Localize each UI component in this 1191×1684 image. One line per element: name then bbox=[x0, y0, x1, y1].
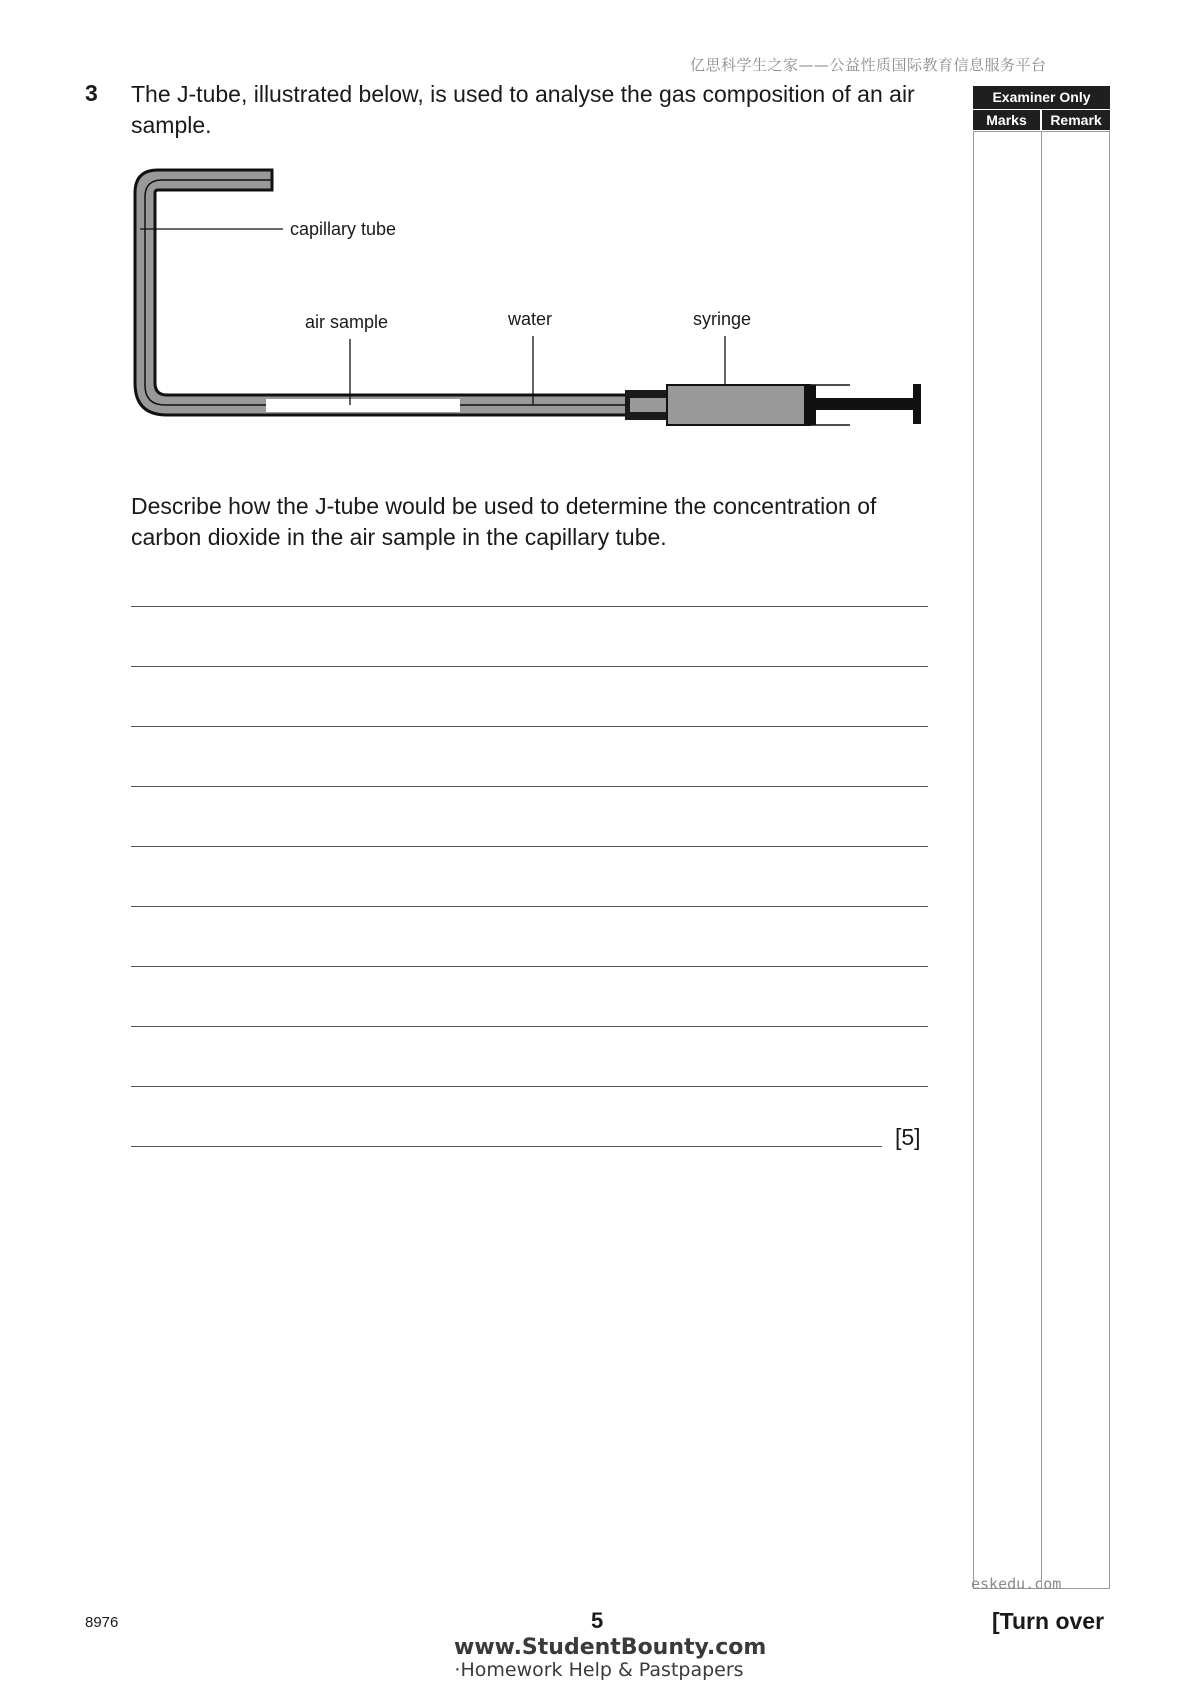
answer-line[interactable] bbox=[131, 786, 928, 787]
answer-line[interactable] bbox=[131, 846, 928, 847]
j-tube-diagram bbox=[120, 160, 940, 440]
page-number: 5 bbox=[591, 1608, 604, 1633]
label-capillary-tube: capillary tube bbox=[290, 219, 397, 239]
studentbounty-logo[interactable] bbox=[454, 1635, 767, 1681]
question-intro: The J-tube, illustrated below, is used to analyse the gas composition of an air sample. bbox=[131, 81, 915, 138]
eskedu-watermark: eskedu.com bbox=[971, 1575, 1062, 1593]
examiner-only-column bbox=[973, 86, 1110, 1589]
marks-column-header: Marks bbox=[973, 110, 1040, 130]
answer-line-last[interactable] bbox=[131, 1146, 882, 1147]
answer-line[interactable] bbox=[131, 666, 928, 667]
label-syringe: syringe bbox=[693, 309, 752, 329]
examiner-subheader bbox=[973, 110, 1110, 130]
air-sample-section bbox=[266, 399, 460, 412]
paper-code: 8976 bbox=[85, 1614, 119, 1631]
answer-line[interactable] bbox=[131, 1086, 928, 1087]
question-task: Describe how the J-tube would be used to determine the concentration of carbon dioxide in the air sample in the capillary tube. bbox=[131, 493, 877, 550]
syringe-plunger-end bbox=[913, 384, 921, 424]
syringe-plunger-head bbox=[804, 385, 816, 425]
answer-line[interactable] bbox=[131, 606, 928, 607]
answer-line[interactable] bbox=[131, 726, 928, 727]
watermark-top-text: 亿思科学生之家——公益性质国际教育信息服务平台 bbox=[690, 56, 1047, 74]
marks-available: [5] bbox=[895, 1124, 921, 1150]
question-number: 3 bbox=[85, 80, 98, 106]
label-water: water bbox=[508, 309, 553, 329]
examiner-only-header: Examiner Only bbox=[973, 86, 1110, 109]
answer-line[interactable] bbox=[131, 906, 928, 907]
syringe-plunger-rod bbox=[816, 398, 916, 410]
answer-line[interactable] bbox=[131, 966, 928, 967]
studentbounty-tagline: ·Homework Help & Pastpapers bbox=[454, 1659, 744, 1681]
capillary-bore bbox=[145, 180, 630, 405]
turn-over-label: [Turn over bbox=[992, 1608, 1105, 1634]
answer-line[interactable] bbox=[131, 1026, 928, 1027]
examiner-box-divider bbox=[1041, 131, 1042, 1589]
j-tube-outer bbox=[135, 170, 630, 415]
label-air-sample: air sample bbox=[305, 312, 389, 332]
studentbounty-url[interactable]: www.StudentBounty.com bbox=[454, 1635, 767, 1660]
remark-column-header: Remark bbox=[1042, 110, 1110, 130]
syringe-barrel bbox=[667, 385, 810, 425]
